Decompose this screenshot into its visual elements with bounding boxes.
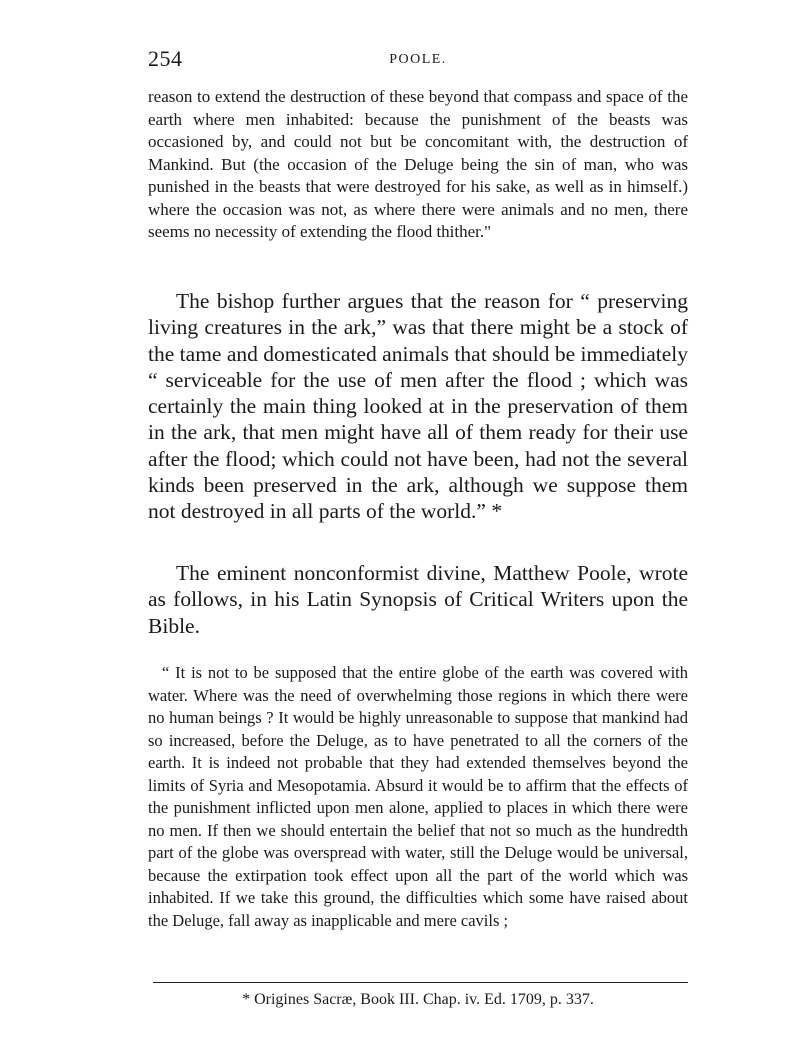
- running-head: POOLE.: [389, 52, 447, 67]
- body-paragraph-bishop: The bishop further argues that the reason for “ preserving living creatures in the ark,” was that there might be a stock of the tame and domesticated animals that should be immediately “ serviceable for the use of men after the flood ; which was certainly the main thing looked at in the preservation of them in the ark, that men might have all of them ready for their use after the flood; which could not have been, had not the several kinds been preserved in the ark, although we suppose them not destroyed in all parts of the world.” *: [148, 289, 688, 524]
- quote-continuation: reason to extend the destruction of these beyond that compass and space of the earth where men inhabited: because the punishment of the beasts was occasioned by, and could not but be concomitant with, the destruction of Mankind. But (the occasion of the Deluge being the sin of man, who was punished in the beasts that were destroyed for his sake, as well as in himself.) where the occasion was not, as where there were animals and no men, there seems no necessity of extending the flood thither.": [148, 87, 688, 241]
- quote-poole-synopsis: “ It is not to be supposed that the entire globe of the earth was covered with water. Where was the need of overwhelming those regions in which there were no human beings ? It would be highly unreasonable to suppose that mankind had so increased, before the Deluge, as to have penetrated to all the corners of the earth. It is indeed not probable that they had extended themselves beyond the limits of Syria and Mesopotamia. Absurd it would be to affirm that the effects of the punishment inflicted upon men alone, applied to places in which there were no men. If then we should entertain the belief that not so much as the hundredth part of the globe was overspread with water, still the Deluge would be universal, because the extirpation took effect upon all the part of the world which was inhabited. If we take this ground, the difficulties which some have raised about the Deluge, fall away as inapplicable and mere cavils ;: [148, 663, 688, 930]
- page-header: [148, 46, 688, 76]
- footnote: * Origines Sacræ, Book III. Chap. iv. Ed. 1709, p. 337.: [242, 991, 594, 1008]
- footnote-divider: [153, 982, 688, 983]
- body-paragraph-poole: The eminent nonconformist divine, Matthew Poole, wrote as follows, in his Latin Synopsis of Critical Writers upon the Bible.: [148, 561, 688, 638]
- page-number: 254: [148, 46, 183, 71]
